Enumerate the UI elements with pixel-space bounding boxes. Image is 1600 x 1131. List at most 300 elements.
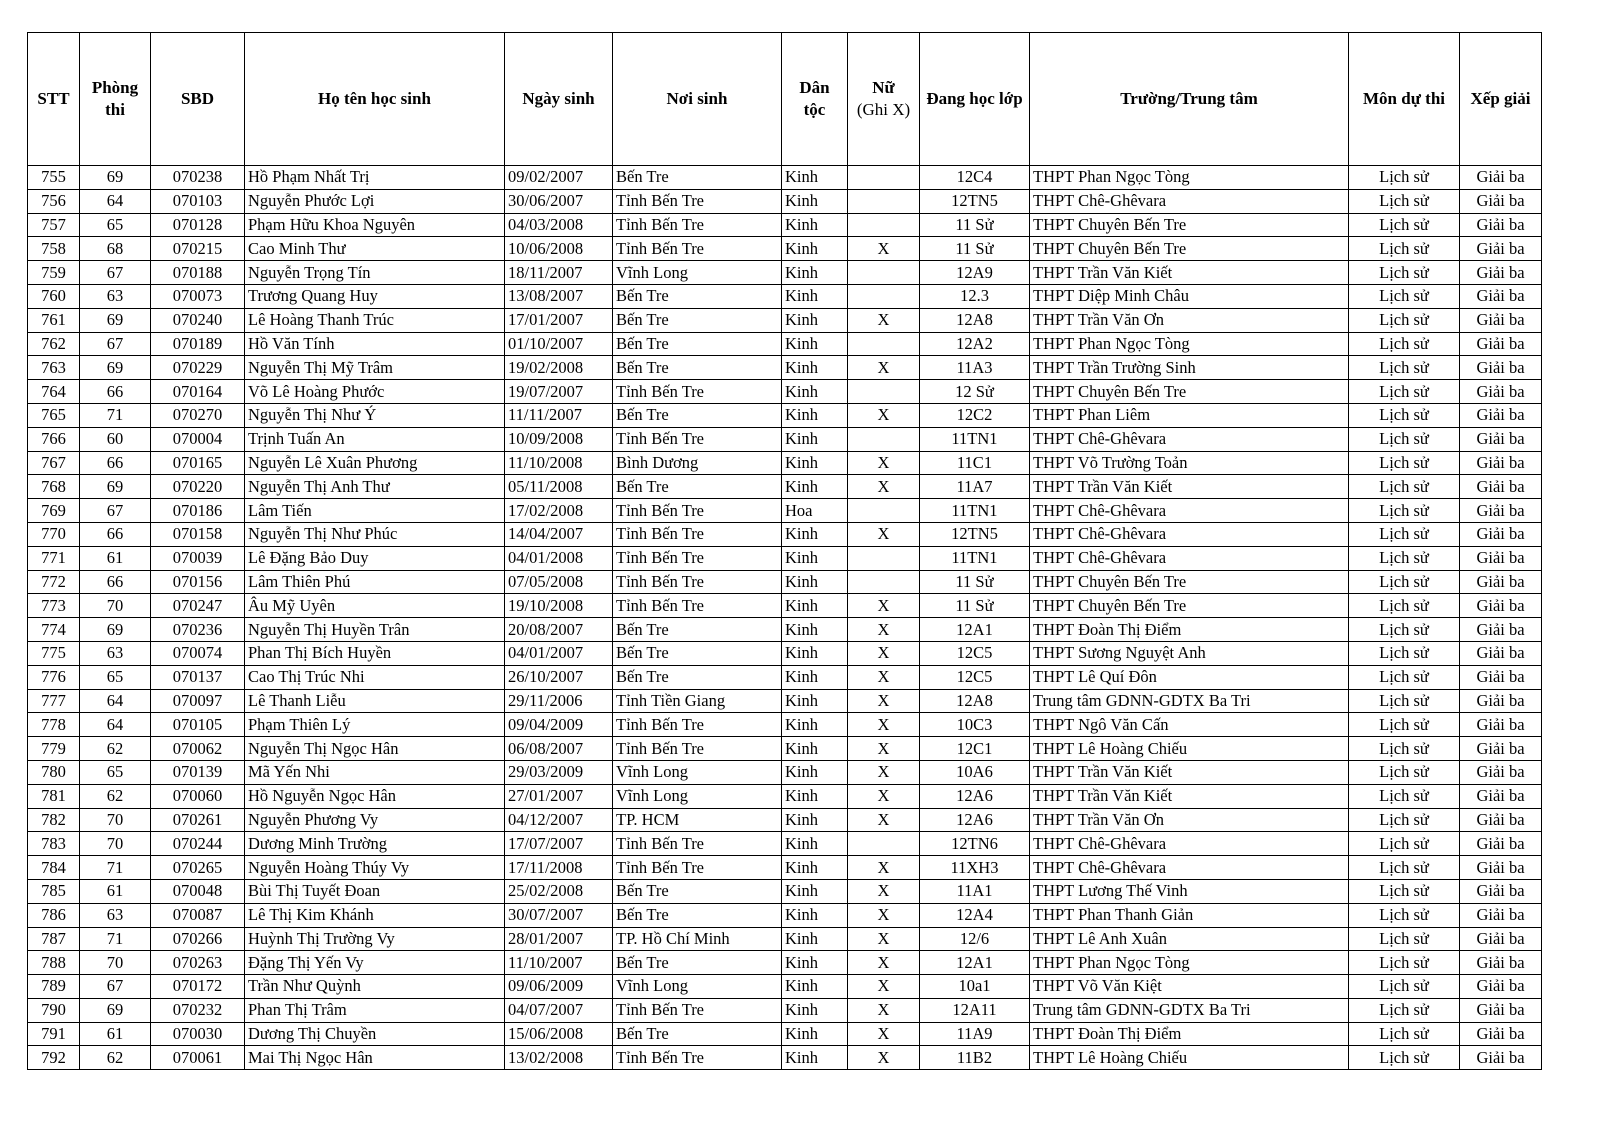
cell-ho-ten: Nguyễn Phước Lợi [245,189,505,213]
cell-ngay-sinh: 13/08/2007 [505,284,613,308]
cell-sbd: 070188 [151,261,245,285]
cell-phong-thi: 70 [80,951,151,975]
cell-nu: X [848,998,920,1022]
cell-giai: Giải ba [1460,570,1542,594]
cell-mon: Lịch sử [1349,451,1460,475]
cell-ho-ten: Phạm Thiên Lý [245,713,505,737]
cell-lop: 11 Sử [920,213,1030,237]
table-row [28,903,1542,927]
cell-dan-toc: Kinh [782,856,848,880]
cell-ho-ten: Nguyễn Phương Vy [245,808,505,832]
table-row [28,570,1542,594]
cell-ngay-sinh: 17/11/2008 [505,856,613,880]
cell-lop: 12A6 [920,784,1030,808]
cell-stt: 780 [28,760,80,784]
cell-sbd: 070097 [151,689,245,713]
cell-stt: 786 [28,903,80,927]
cell-lop: 11XH3 [920,856,1030,880]
cell-truong: THPT Phan Ngọc Tòng [1030,332,1349,356]
cell-dan-toc: Kinh [782,403,848,427]
table-row [28,856,1542,880]
cell-lop: 11 Sử [920,570,1030,594]
cell-ngay-sinh: 17/07/2007 [505,832,613,856]
cell-lop: 12A9 [920,261,1030,285]
cell-dan-toc: Kinh [782,903,848,927]
cell-phong-thi: 67 [80,332,151,356]
cell-giai: Giải ba [1460,713,1542,737]
cell-ngay-sinh: 26/10/2007 [505,665,613,689]
cell-noi-sinh: Bến Tre [613,403,782,427]
cell-stt: 762 [28,332,80,356]
table-row [28,356,1542,380]
cell-dan-toc: Kinh [782,166,848,190]
cell-stt: 763 [28,356,80,380]
cell-truong: THPT Trần Văn Kiết [1030,760,1349,784]
table-row [28,308,1542,332]
cell-sbd: 070238 [151,166,245,190]
cell-nu: X [848,760,920,784]
cell-sbd: 070240 [151,308,245,332]
cell-sbd: 070030 [151,1022,245,1046]
cell-nu [848,832,920,856]
cell-giai: Giải ba [1460,1046,1542,1070]
cell-truong: THPT Lê Hoàng Chiếu [1030,1046,1349,1070]
table-row [28,951,1542,975]
cell-giai: Giải ba [1460,475,1542,499]
cell-dan-toc: Kinh [782,975,848,999]
table-body [28,166,1542,1070]
cell-giai: Giải ba [1460,856,1542,880]
cell-noi-sinh: Tỉnh Bến Tre [613,522,782,546]
cell-giai: Giải ba [1460,213,1542,237]
cell-sbd: 070189 [151,332,245,356]
cell-phong-thi: 69 [80,998,151,1022]
cell-lop: 12A11 [920,998,1030,1022]
cell-ngay-sinh: 18/11/2007 [505,261,613,285]
cell-lop: 11A1 [920,879,1030,903]
table-row [28,784,1542,808]
cell-giai: Giải ba [1460,903,1542,927]
cell-dan-toc: Kinh [782,308,848,332]
cell-phong-thi: 68 [80,237,151,261]
header-phong-thi [80,33,151,166]
cell-mon: Lịch sử [1349,784,1460,808]
cell-phong-thi: 63 [80,903,151,927]
cell-ho-ten: Bùi Thị Tuyết Đoan [245,879,505,903]
cell-ngay-sinh: 06/08/2007 [505,737,613,761]
cell-dan-toc: Kinh [782,237,848,261]
cell-noi-sinh: Vĩnh Long [613,975,782,999]
cell-giai: Giải ba [1460,451,1542,475]
cell-sbd: 070074 [151,641,245,665]
table-row [28,380,1542,404]
cell-sbd: 070186 [151,499,245,523]
table-row [28,879,1542,903]
cell-giai: Giải ba [1460,594,1542,618]
table-row [28,261,1542,285]
cell-mon: Lịch sử [1349,284,1460,308]
cell-noi-sinh: Tỉnh Bến Tre [613,832,782,856]
cell-nu [848,380,920,404]
cell-ngay-sinh: 11/11/2007 [505,403,613,427]
cell-mon: Lịch sử [1349,403,1460,427]
cell-stt: 784 [28,856,80,880]
cell-dan-toc: Kinh [782,784,848,808]
cell-sbd: 070220 [151,475,245,499]
cell-ho-ten: Nguyễn Thị Như Phúc [245,522,505,546]
cell-ho-ten: Mã Yến Nhi [245,760,505,784]
cell-ho-ten: Hồ Nguyễn Ngọc Hân [245,784,505,808]
results-table [27,32,1542,1070]
cell-noi-sinh: Bến Tre [613,332,782,356]
cell-ngay-sinh: 11/10/2008 [505,451,613,475]
cell-phong-thi: 67 [80,499,151,523]
cell-stt: 773 [28,594,80,618]
cell-dan-toc: Kinh [782,760,848,784]
cell-ho-ten: Nguyễn Thị Như Ý [245,403,505,427]
cell-giai: Giải ba [1460,641,1542,665]
cell-truong: THPT Chuyên Bến Tre [1030,570,1349,594]
cell-lop: 12A1 [920,618,1030,642]
cell-giai: Giải ba [1460,784,1542,808]
cell-nu: X [848,808,920,832]
cell-nu: X [848,927,920,951]
cell-giai: Giải ba [1460,522,1542,546]
cell-dan-toc: Kinh [782,546,848,570]
table-row [28,451,1542,475]
cell-noi-sinh: Tỉnh Bến Tre [613,713,782,737]
cell-ho-ten: Hồ Văn Tính [245,332,505,356]
cell-sbd: 070061 [151,1046,245,1070]
cell-stt: 778 [28,713,80,737]
cell-phong-thi: 62 [80,1046,151,1070]
cell-nu: X [848,308,920,332]
cell-truong: THPT Phan Ngọc Tòng [1030,166,1349,190]
cell-lop: 11TN1 [920,546,1030,570]
cell-dan-toc: Kinh [782,356,848,380]
table-row [28,499,1542,523]
cell-giai: Giải ba [1460,1022,1542,1046]
cell-truong: THPT Đoàn Thị Điểm [1030,618,1349,642]
cell-noi-sinh: Vĩnh Long [613,784,782,808]
table-row [28,475,1542,499]
cell-stt: 783 [28,832,80,856]
cell-ngay-sinh: 04/07/2007 [505,998,613,1022]
cell-sbd: 070266 [151,927,245,951]
cell-ho-ten: Nguyễn Thị Mỹ Trâm [245,356,505,380]
cell-noi-sinh: Tỉnh Bến Tre [613,570,782,594]
cell-lop: 12A2 [920,332,1030,356]
cell-lop: 11TN1 [920,427,1030,451]
cell-sbd: 070265 [151,856,245,880]
cell-sbd: 070270 [151,403,245,427]
cell-ho-ten: Huỳnh Thị Trường Vy [245,927,505,951]
cell-ngay-sinh: 10/09/2008 [505,427,613,451]
cell-dan-toc: Kinh [782,927,848,951]
table-row [28,332,1542,356]
table-row [28,641,1542,665]
cell-dan-toc: Kinh [782,641,848,665]
header-lop: Đang học lớp [920,33,1030,166]
cell-sbd: 070172 [151,975,245,999]
cell-truong: THPT Lương Thế Vinh [1030,879,1349,903]
header-dan-toc-line2: tộc [803,100,826,119]
cell-stt: 755 [28,166,80,190]
cell-stt: 766 [28,427,80,451]
cell-lop: 12C2 [920,403,1030,427]
cell-sbd: 070164 [151,380,245,404]
cell-phong-thi: 61 [80,879,151,903]
cell-ho-ten: Phan Thị Trâm [245,998,505,1022]
cell-stt: 759 [28,261,80,285]
cell-dan-toc: Kinh [782,332,848,356]
cell-noi-sinh: Tỉnh Bến Tre [613,1046,782,1070]
cell-stt: 788 [28,951,80,975]
header-truong: Trường/Trung tâm [1030,33,1349,166]
cell-mon: Lịch sử [1349,641,1460,665]
cell-noi-sinh: Tỉnh Bến Tre [613,189,782,213]
cell-noi-sinh: Bến Tre [613,166,782,190]
cell-lop: 11A3 [920,356,1030,380]
cell-mon: Lịch sử [1349,522,1460,546]
cell-nu: X [848,737,920,761]
header-ngay-sinh: Ngày sinh [505,33,613,166]
cell-phong-thi: 61 [80,1022,151,1046]
cell-ho-ten: Cao Thị Trúc Nhi [245,665,505,689]
table-row [28,927,1542,951]
cell-truong: THPT Lê Hoàng Chiếu [1030,737,1349,761]
cell-mon: Lịch sử [1349,808,1460,832]
cell-truong: THPT Chê-Ghêvara [1030,546,1349,570]
cell-noi-sinh: Bến Tre [613,308,782,332]
cell-truong: THPT Ngô Văn Cấn [1030,713,1349,737]
cell-sbd: 070236 [151,618,245,642]
header-row [28,33,1542,166]
table-row [28,284,1542,308]
cell-giai: Giải ba [1460,665,1542,689]
table-row [28,403,1542,427]
cell-ho-ten: Lê Thị Kim Khánh [245,903,505,927]
cell-truong: THPT Chuyên Bến Tre [1030,213,1349,237]
cell-giai: Giải ba [1460,808,1542,832]
table-row [28,689,1542,713]
cell-ho-ten: Dương Minh Trường [245,832,505,856]
cell-mon: Lịch sử [1349,356,1460,380]
cell-dan-toc: Kinh [782,570,848,594]
cell-truong: THPT Trần Văn Kiết [1030,784,1349,808]
cell-giai: Giải ba [1460,618,1542,642]
cell-mon: Lịch sử [1349,594,1460,618]
cell-sbd: 070105 [151,713,245,737]
cell-noi-sinh: Vĩnh Long [613,261,782,285]
cell-truong: THPT Đoàn Thị Điểm [1030,1022,1349,1046]
cell-nu: X [848,356,920,380]
cell-nu [848,213,920,237]
cell-nu: X [848,665,920,689]
cell-giai: Giải ba [1460,284,1542,308]
table-row [28,975,1542,999]
cell-mon: Lịch sử [1349,856,1460,880]
cell-sbd: 070039 [151,546,245,570]
cell-giai: Giải ba [1460,166,1542,190]
cell-lop: 11A7 [920,475,1030,499]
cell-truong: THPT Diệp Minh Châu [1030,284,1349,308]
cell-phong-thi: 70 [80,832,151,856]
cell-giai: Giải ba [1460,380,1542,404]
cell-noi-sinh: Bến Tre [613,284,782,308]
cell-mon: Lịch sử [1349,618,1460,642]
cell-ho-ten: Lê Thanh Liễu [245,689,505,713]
table-row [28,189,1542,213]
cell-truong: THPT Chuyên Bến Tre [1030,594,1349,618]
cell-phong-thi: 71 [80,927,151,951]
cell-mon: Lịch sử [1349,998,1460,1022]
cell-truong: THPT Sương Nguyệt Anh [1030,641,1349,665]
cell-lop: 12.3 [920,284,1030,308]
cell-ho-ten: Lâm Tiến [245,499,505,523]
cell-lop: 10C3 [920,713,1030,737]
header-sbd: SBD [151,33,245,166]
cell-ho-ten: Trương Quang Huy [245,284,505,308]
cell-giai: Giải ba [1460,261,1542,285]
cell-dan-toc: Hoa [782,499,848,523]
cell-giai: Giải ba [1460,356,1542,380]
cell-giai: Giải ba [1460,189,1542,213]
cell-ho-ten: Lê Đặng Bảo Duy [245,546,505,570]
cell-lop: 12A8 [920,689,1030,713]
cell-nu: X [848,903,920,927]
cell-stt: 756 [28,189,80,213]
cell-truong: THPT Chê-Ghêvara [1030,832,1349,856]
cell-ho-ten: Nguyễn Thị Huyền Trân [245,618,505,642]
cell-ngay-sinh: 28/01/2007 [505,927,613,951]
cell-phong-thi: 61 [80,546,151,570]
cell-truong: THPT Lê Quí Đôn [1030,665,1349,689]
cell-nu [848,427,920,451]
cell-giai: Giải ba [1460,760,1542,784]
cell-stt: 781 [28,784,80,808]
cell-mon: Lịch sử [1349,689,1460,713]
cell-lop: 12TN6 [920,832,1030,856]
cell-truong: THPT Phan Ngọc Tòng [1030,951,1349,975]
cell-noi-sinh: Tỉnh Bến Tre [613,213,782,237]
cell-ho-ten: Võ Lê Hoàng Phước [245,380,505,404]
cell-phong-thi: 64 [80,713,151,737]
cell-stt: 777 [28,689,80,713]
table-row [28,808,1542,832]
cell-giai: Giải ba [1460,951,1542,975]
cell-nu: X [848,856,920,880]
cell-phong-thi: 62 [80,737,151,761]
cell-lop: 12A8 [920,308,1030,332]
cell-phong-thi: 69 [80,356,151,380]
cell-truong: THPT Chê-Ghêvara [1030,427,1349,451]
cell-stt: 765 [28,403,80,427]
cell-ngay-sinh: 04/01/2008 [505,546,613,570]
cell-lop: 11A9 [920,1022,1030,1046]
cell-truong: THPT Võ Văn Kiệt [1030,975,1349,999]
cell-dan-toc: Kinh [782,689,848,713]
cell-dan-toc: Kinh [782,284,848,308]
cell-mon: Lịch sử [1349,570,1460,594]
cell-giai: Giải ba [1460,689,1542,713]
cell-ho-ten: Dương Thị Chuyền [245,1022,505,1046]
cell-phong-thi: 64 [80,689,151,713]
cell-nu [848,189,920,213]
cell-phong-thi: 65 [80,665,151,689]
cell-ngay-sinh: 14/04/2007 [505,522,613,546]
header-nu-line2: (Ghi X) [856,100,911,119]
cell-phong-thi: 66 [80,570,151,594]
cell-truong: THPT Phan Thanh Giản [1030,903,1349,927]
cell-nu: X [848,618,920,642]
cell-dan-toc: Kinh [782,713,848,737]
cell-nu: X [848,689,920,713]
cell-stt: 761 [28,308,80,332]
cell-nu: X [848,1022,920,1046]
cell-stt: 768 [28,475,80,499]
cell-lop: 10a1 [920,975,1030,999]
cell-stt: 774 [28,618,80,642]
cell-dan-toc: Kinh [782,475,848,499]
cell-noi-sinh: Bến Tre [613,618,782,642]
cell-ngay-sinh: 17/02/2008 [505,499,613,523]
cell-noi-sinh: Bến Tre [613,951,782,975]
cell-noi-sinh: Bến Tre [613,356,782,380]
cell-phong-thi: 69 [80,475,151,499]
cell-stt: 792 [28,1046,80,1070]
cell-noi-sinh: TP. Hồ Chí Minh [613,927,782,951]
cell-phong-thi: 64 [80,189,151,213]
cell-lop: 11C1 [920,451,1030,475]
cell-sbd: 070232 [151,998,245,1022]
cell-dan-toc: Kinh [782,832,848,856]
cell-dan-toc: Kinh [782,189,848,213]
cell-lop: 11 Sử [920,237,1030,261]
cell-phong-thi: 63 [80,284,151,308]
cell-stt: 770 [28,522,80,546]
cell-ho-ten: Trần Như Quỳnh [245,975,505,999]
cell-sbd: 070062 [151,737,245,761]
cell-nu [848,284,920,308]
cell-noi-sinh: Tỉnh Bến Tre [613,856,782,880]
cell-ho-ten: Nguyễn Lê Xuân Phương [245,451,505,475]
cell-sbd: 070263 [151,951,245,975]
cell-noi-sinh: Tỉnh Tiền Giang [613,689,782,713]
cell-giai: Giải ba [1460,832,1542,856]
cell-truong: THPT Lê Anh Xuân [1030,927,1349,951]
cell-noi-sinh: Bến Tre [613,641,782,665]
cell-phong-thi: 65 [80,760,151,784]
cell-ngay-sinh: 17/01/2007 [505,308,613,332]
cell-ngay-sinh: 13/02/2008 [505,1046,613,1070]
header-dan-toc [782,33,848,166]
table-row [28,594,1542,618]
cell-stt: 787 [28,927,80,951]
cell-phong-thi: 69 [80,308,151,332]
cell-stt: 790 [28,998,80,1022]
cell-dan-toc: Kinh [782,665,848,689]
cell-nu: X [848,1046,920,1070]
cell-mon: Lịch sử [1349,261,1460,285]
cell-noi-sinh: Tỉnh Bến Tre [613,546,782,570]
cell-noi-sinh: Tỉnh Bến Tre [613,237,782,261]
cell-stt: 789 [28,975,80,999]
cell-noi-sinh: Vĩnh Long [613,760,782,784]
cell-ho-ten: Âu Mỹ Uyên [245,594,505,618]
header-phong-thi-line2: thi [105,100,125,119]
cell-ho-ten: Đặng Thị Yến Vy [245,951,505,975]
